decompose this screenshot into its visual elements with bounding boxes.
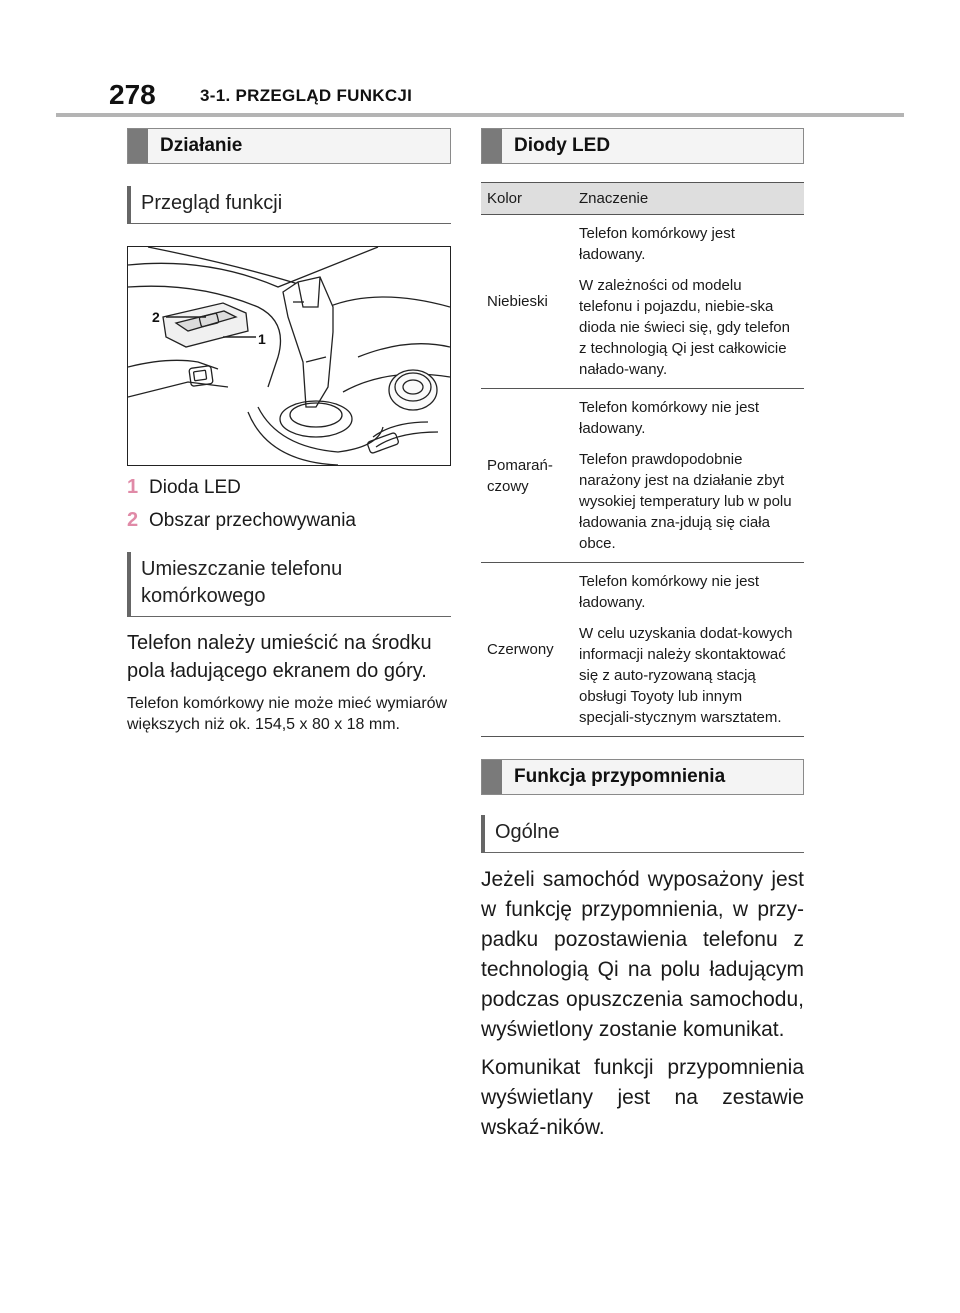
section-heading-label: Funkcja przypomnienia [514,766,726,787]
legend-item-storage [127,509,451,532]
section-tab [128,129,148,163]
table-row [481,389,804,563]
placement-text: Telefon należy umieścić na środku pola ładującego ekranem do góry. [127,632,432,682]
running-header: 3-1. PRZEGLĄD FUNKCJI [200,86,413,105]
console-illustration [127,246,451,466]
section-tab [482,760,502,794]
table-cell-meaning [573,389,804,563]
charging-console-drawing [128,247,450,465]
table-cell-color: Czerwony [481,563,573,737]
section-tab [482,129,502,163]
table-cell-color: Niebieski [481,215,573,389]
table-header-color: Kolor [481,183,573,215]
placement-note: Telefon komórkowy nie może mieć wymiarów większych niż ok. 154,5 x 80 x 18 mm. [127,695,448,733]
table-row [481,563,804,737]
meaning-line: Telefon komórkowy jest ładowany. [579,225,735,263]
callout-1: 1 [258,331,266,347]
table-cell-meaning [573,563,804,737]
table-cell-meaning [573,215,804,389]
section-heading-reminder [481,759,804,795]
reminder-paragraph-1: Jeżeli samochód wyposażony jest w funkcję przypomnienia, w przy-padku pozostawienia telefonu z technologią Qi na polu ładującym podczas opuszczenia samochodu, wyświetlony zostanie komunikat. [481,868,804,1041]
table-row [481,215,804,389]
page-number: 278 [109,79,156,110]
subheading-placement: Umieszczanie telefonu komórkowego [127,552,451,617]
right-column [481,128,804,1143]
led-table [481,182,804,737]
legend-label: Dioda LED [149,477,241,498]
legend-number: 2 [127,509,139,531]
legend-label: Obszar przechowywania [149,510,356,531]
meaning-line: W celu uzyskania dodat-kowych informacji należy skontaktować się z auto-ryzowaną stacją obsługi Toyoty lub innym specjali-stycznym warsztatem. [579,625,793,726]
section-heading-label: Działanie [160,135,243,156]
table-cell-color: Pomarań-czowy [481,389,573,563]
callout-2: 2 [152,309,160,325]
section-heading-label: Diody LED [514,135,611,156]
meaning-line: W zależności od modelu telefonu i pojazdu, niebie-ska dioda nie świeci się, gdy telefon z technologią Qi jest całkowicie nałado-wany. [579,277,790,378]
reminder-paragraph-2: Komunikat funkcji przypomnienia wyświetlany jest na zestawie wskaź-ników. [481,1056,804,1139]
table-header-row [481,183,804,215]
table-header-meaning: Znaczenie [573,183,804,215]
meaning-line: Telefon komórkowy nie jest ładowany. [579,573,760,611]
left-column [127,128,451,735]
legend-item-led [127,476,451,499]
section-heading-led [481,128,804,164]
section-heading-operation [127,128,451,164]
legend-number: 1 [127,476,139,498]
subheading-overview: Przegląd funkcji [127,186,451,224]
subheading-general: Ogólne [481,815,804,853]
header-rule [56,113,904,117]
meaning-line: Telefon prawdopodobnie narażony jest na działanie zbyt wysokiej temperatury lub w polu ładowania zna-jdują się ciała obce. [579,451,792,552]
meaning-line: Telefon komórkowy nie jest ładowany. [579,399,760,437]
